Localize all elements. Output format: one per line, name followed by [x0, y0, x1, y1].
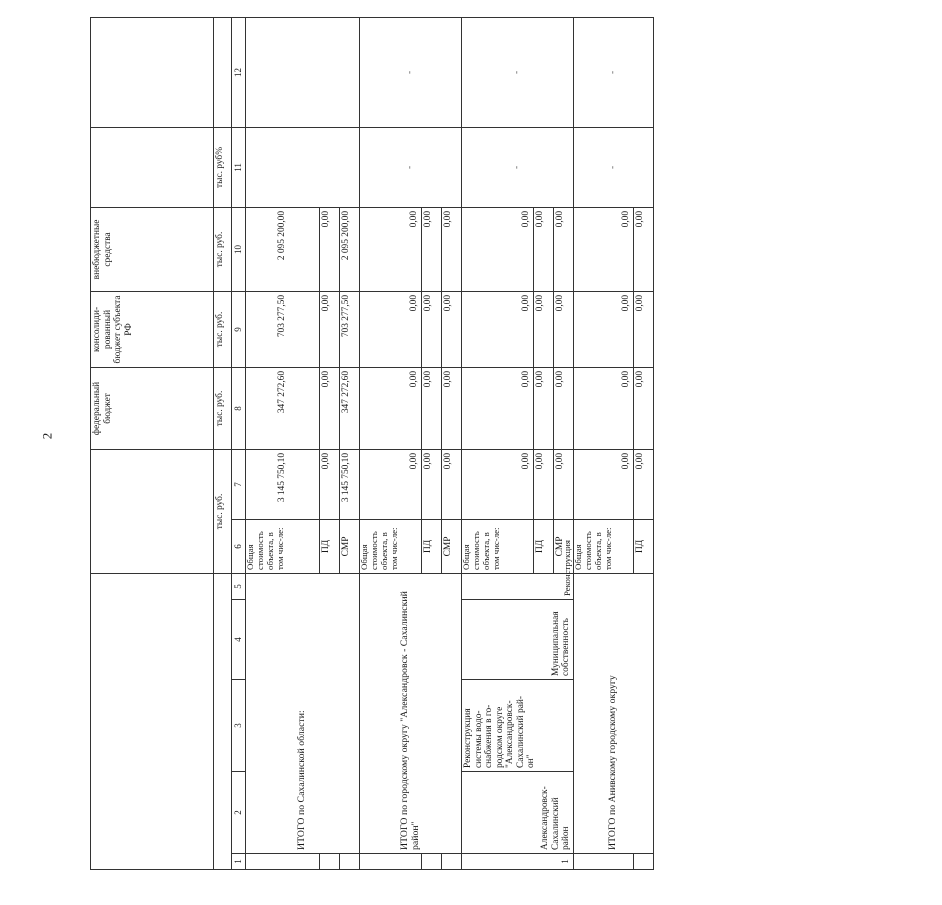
row-name: Общая стоимость объекта, в том чис-ле: — [574, 519, 634, 573]
col-number: 9 — [232, 291, 246, 367]
value-total: 0,00 — [574, 449, 634, 519]
value-extrabudget: 0,00 — [554, 207, 574, 291]
itogo-sakhalin-label: ИТОГО по Сахалинской области: — [246, 573, 360, 853]
cell-empty — [574, 854, 634, 870]
cell-empty — [442, 854, 462, 870]
value-extrabudget: 0,00 — [462, 207, 534, 291]
value-consolidated: 0,00 — [574, 291, 634, 367]
value-consolidated: 0,00 — [462, 291, 534, 367]
header-extrabudget: внебюджетные средства — [91, 207, 214, 291]
header-blank-4 — [91, 17, 214, 127]
object-name: Реконструкция системы водо-снабжения в го-родском округе "Александровск-Сахалинский рай-он" — [462, 680, 574, 772]
value-consolidated: 0,00 — [360, 291, 422, 367]
unit-blank-2 — [214, 17, 232, 127]
value-extrabudget: 2 095 200,00 — [246, 207, 320, 291]
dash-mark: - — [462, 17, 574, 127]
header-blank — [91, 573, 214, 869]
header-consolidated: консолиди-рованный бюджет субъекта РФ — [91, 291, 214, 367]
dash-mark: - — [360, 17, 462, 127]
cell-empty — [246, 127, 360, 207]
value-total: 0,00 — [634, 449, 654, 519]
col-number: 5 — [232, 573, 246, 599]
row-name: Общая стоимость объекта, в том чис-ле: — [246, 519, 320, 573]
value-consolidated: 703 277,50 — [246, 291, 320, 367]
header-blank-2 — [91, 449, 214, 573]
cell-empty — [634, 854, 654, 870]
value-federal: 0,00 — [574, 367, 634, 449]
value-extrabudget: 0,00 — [422, 207, 442, 291]
col-number: 2 — [232, 772, 246, 854]
table-row — [574, 17, 634, 869]
value-federal: 0,00 — [462, 367, 534, 449]
cell-empty — [246, 17, 360, 127]
itogo-alexandrovsk-label: ИТОГО по городскому округу "Александровск - Сахалинский район" — [360, 573, 462, 853]
value-total: 0,00 — [422, 449, 442, 519]
value-total: 0,00 — [534, 449, 554, 519]
col-number: 4 — [232, 600, 246, 680]
value-federal: 0,00 — [442, 367, 462, 449]
unit-pct: тыс. руб% — [214, 127, 232, 207]
unit-blank — [214, 573, 232, 869]
cell-empty — [422, 854, 442, 870]
value-consolidated: 0,00 — [320, 291, 340, 367]
value-total: 0,00 — [442, 449, 462, 519]
object-number: 1 — [462, 854, 574, 870]
row-name: ПД — [534, 519, 554, 573]
table-row — [462, 17, 534, 869]
column-numbers-row — [232, 17, 246, 869]
row-name: ПД — [422, 519, 442, 573]
row-name: СМР — [442, 519, 462, 573]
cell-empty — [246, 854, 320, 870]
value-consolidated: 703 277,50 — [340, 291, 360, 367]
col-number: 12 — [232, 17, 246, 127]
row-name: ПД — [634, 519, 654, 573]
unit-total: тыс. руб. — [214, 449, 232, 573]
value-federal: 0,00 — [320, 367, 340, 449]
object-district: Александровск-Сахалинский район — [462, 772, 574, 854]
unit-consolidated: тыс. руб. — [214, 291, 232, 367]
unit-row — [214, 17, 232, 869]
cell-empty — [340, 854, 360, 870]
value-total: 3 145 750,10 — [246, 449, 320, 519]
col-number: 8 — [232, 367, 246, 449]
value-federal: 347 272,60 — [340, 367, 360, 449]
cell-empty — [320, 854, 340, 870]
unit-federal: тыс. руб. — [214, 367, 232, 449]
col-number: 3 — [232, 680, 246, 772]
budget-sheet — [90, 18, 645, 870]
header-blank-3 — [91, 127, 214, 207]
dash-mark: - — [360, 127, 462, 207]
value-federal: 0,00 — [554, 367, 574, 449]
row-name: СМР — [340, 519, 360, 573]
value-extrabudget: 0,00 — [320, 207, 340, 291]
col-number: 6 — [232, 519, 246, 573]
value-extrabudget: 0,00 — [634, 207, 654, 291]
row-name: Общая стоимость объекта, в том чис-ле: — [462, 519, 534, 573]
value-consolidated: 0,00 — [634, 291, 654, 367]
value-consolidated: 0,00 — [554, 291, 574, 367]
value-federal: 347 272,60 — [246, 367, 320, 449]
value-federal: 0,00 — [634, 367, 654, 449]
table-row — [246, 17, 320, 869]
value-total: 0,00 — [554, 449, 574, 519]
value-federal: 0,00 — [360, 367, 422, 449]
row-name: СМР — [554, 519, 574, 573]
itogo-aniva-label: ИТОГО по Анивскому городскому округу — [574, 573, 654, 853]
table-row — [360, 17, 422, 869]
dash-mark: - — [574, 127, 654, 207]
header-row — [91, 17, 214, 869]
col-number: 10 — [232, 207, 246, 291]
value-federal: 0,00 — [422, 367, 442, 449]
value-total: 0,00 — [320, 449, 340, 519]
dash-mark: - — [574, 17, 654, 127]
col-number: 11 — [232, 127, 246, 207]
value-extrabudget: 0,00 — [442, 207, 462, 291]
value-extrabudget: 0,00 — [534, 207, 554, 291]
header-federal: федеральный бюджет — [91, 367, 214, 449]
dash-mark: - — [462, 127, 574, 207]
unit-extrabudget: тыс. руб. — [214, 207, 232, 291]
row-name: Общая стоимость объекта, в том чис-ле: — [360, 519, 422, 573]
object-ownership: Муниципальная собственность — [462, 600, 574, 680]
rotated-page — [90, 18, 942, 864]
value-consolidated: 0,00 — [422, 291, 442, 367]
value-extrabudget: 0,00 — [360, 207, 422, 291]
page-number: 2 — [39, 432, 55, 440]
value-federal: 0,00 — [534, 367, 554, 449]
value-consolidated: 0,00 — [442, 291, 462, 367]
value-total: 3 145 750,10 — [340, 449, 360, 519]
col-number: 1 — [232, 854, 246, 870]
object-work-type: Реконструкция — [462, 573, 574, 599]
value-total: 0,00 — [360, 449, 422, 519]
col-number: 7 — [232, 449, 246, 519]
row-name: ПД — [320, 519, 340, 573]
budget-table — [90, 17, 654, 870]
value-consolidated: 0,00 — [534, 291, 554, 367]
value-total: 0,00 — [462, 449, 534, 519]
value-extrabudget: 0,00 — [574, 207, 634, 291]
cell-empty — [360, 854, 422, 870]
value-extrabudget: 2 095 200,00 — [340, 207, 360, 291]
